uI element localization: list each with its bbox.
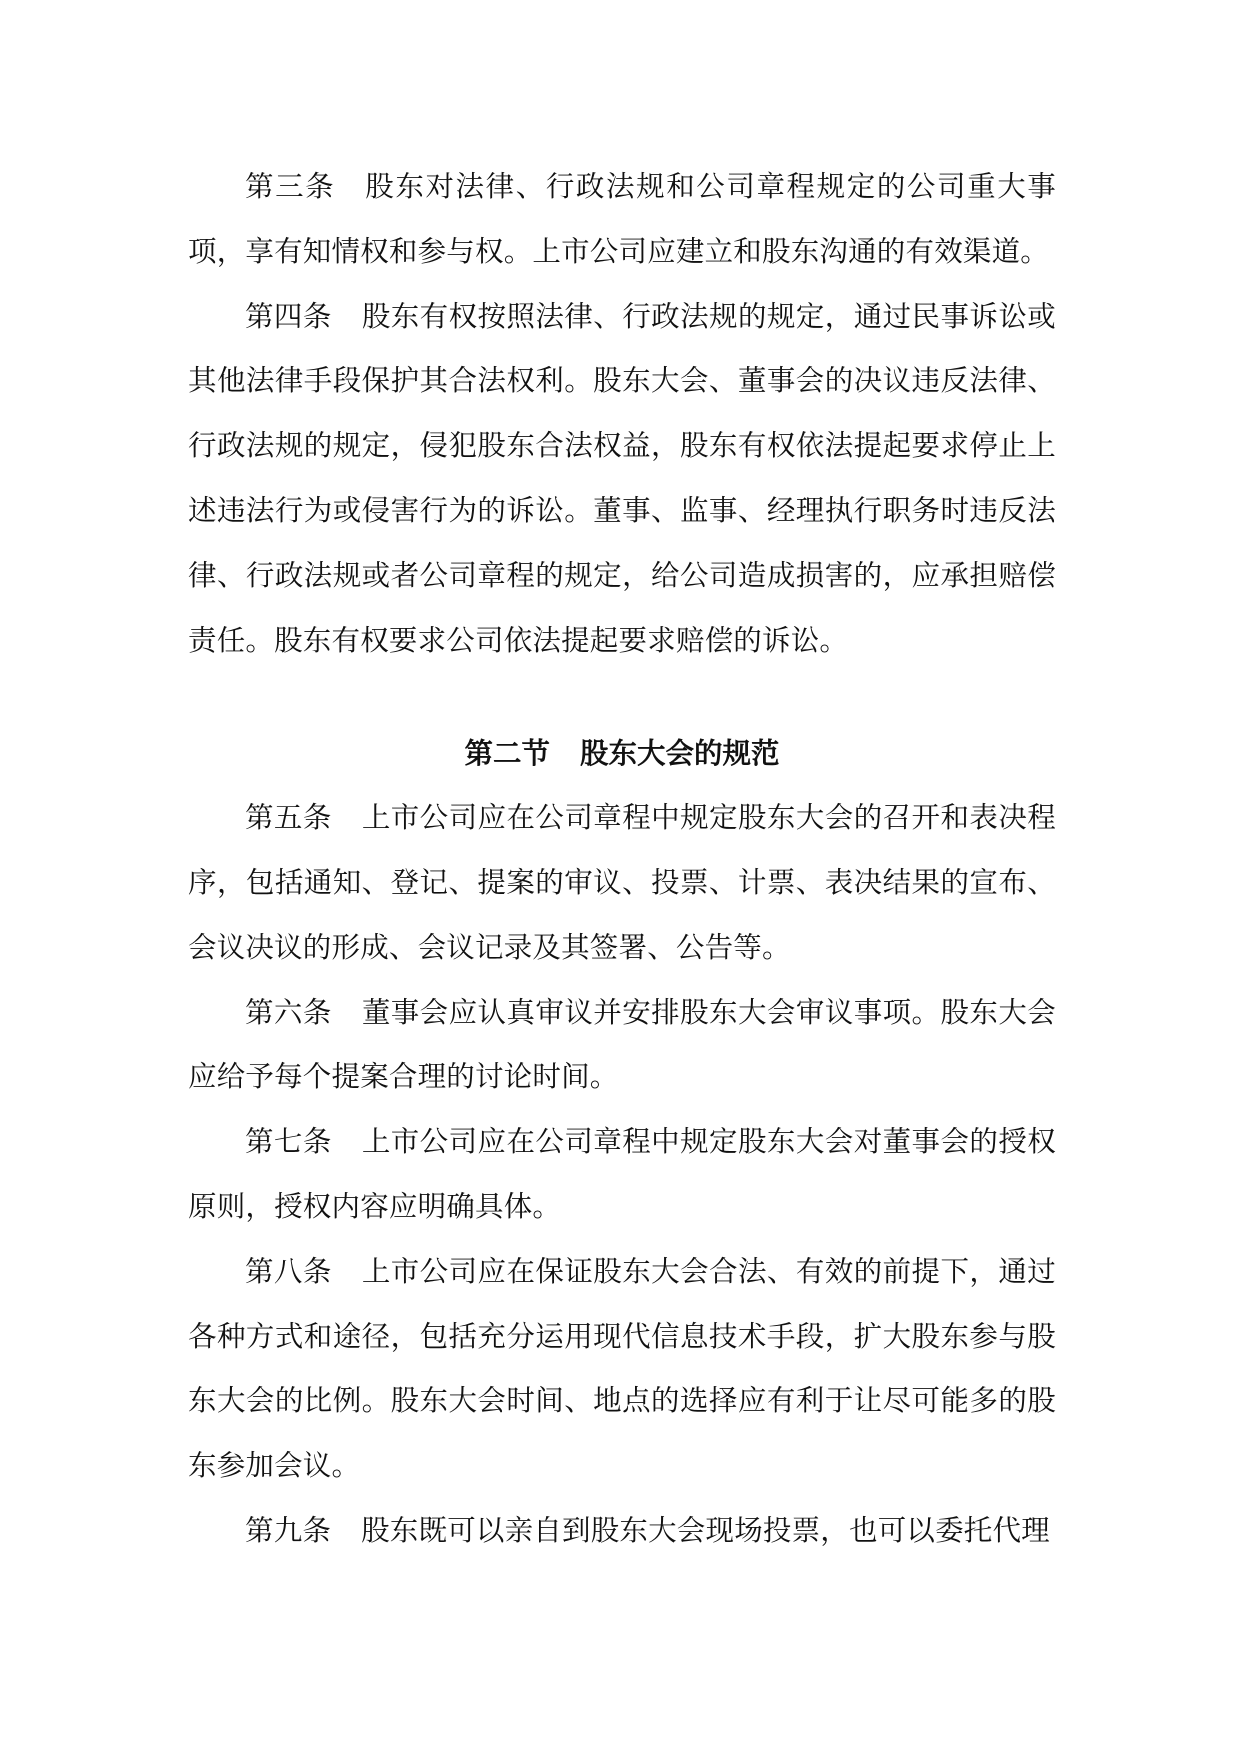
article-3: [188, 155, 1056, 285]
article-text: 股东既可以亲自到股东大会现场投票，也可以委托代理: [361, 1513, 1050, 1547]
section-number: 第二节: [464, 736, 550, 771]
section-title-text: 股东大会的规范: [580, 736, 780, 771]
article-number: 第三条: [245, 170, 336, 203]
article-text: 上市公司应在保证股东大会合法、有效的前提下，通过各种方式和途径，包括充分运用现代信息技术手段，扩大股东参与股东大会的比例。股东大会时间、地点的选择应有利于让尽可能多的股东参加会议。: [188, 1254, 1056, 1483]
article-6: [188, 981, 1056, 1111]
article-7: [188, 1110, 1056, 1240]
article-number: 第五条: [245, 801, 332, 835]
article-9: [188, 1499, 1056, 1564]
article-number: 第七条: [245, 1125, 332, 1159]
article-text: 股东对法律、行政法规和公司章程规定的公司重大事项，享有知情权和参与权。上市公司应建立和股东沟通的有效渠道。: [188, 170, 1056, 268]
article-4: [188, 285, 1056, 674]
article-number: 第四条: [245, 299, 332, 333]
article-text: 股东有权按照法律、行政法规的规定，通过民事诉讼或其他法律手段保护其合法权利。股东大会、董事会的决议违反法律、行政法规的规定，侵犯股东合法权益，股东有权依法提起要求停止上述违法行为或侵害行为的诉讼。董事、监事、经理执行职务时违反法律、行政法规或者公司章程的规定，给公司造成损害的，应承担赔偿责任。股东有权要求公司依法提起要求赔偿的诉讼。: [188, 299, 1056, 657]
document-body: [188, 155, 1056, 1564]
article-number: 第九条: [245, 1513, 332, 1547]
article-text: 上市公司应在公司章程中规定股东大会的召开和表决程序，包括通知、登记、提案的审议、投票、计票、表决结果的宣布、会议决议的形成、会议记录及其签署、公告等。: [188, 801, 1056, 964]
article-5: [188, 786, 1056, 980]
article-number: 第八条: [245, 1254, 332, 1288]
section-heading: [188, 673, 1056, 786]
article-8: [188, 1240, 1056, 1499]
article-number: 第六条: [245, 995, 332, 1029]
article-text: 上市公司应在公司章程中规定股东大会对董事会的授权原则，授权内容应明确具体。: [188, 1125, 1056, 1223]
article-text: 董事会应认真审议并安排股东大会审议事项。股东大会应给予每个提案合理的讨论时间。: [188, 995, 1056, 1094]
